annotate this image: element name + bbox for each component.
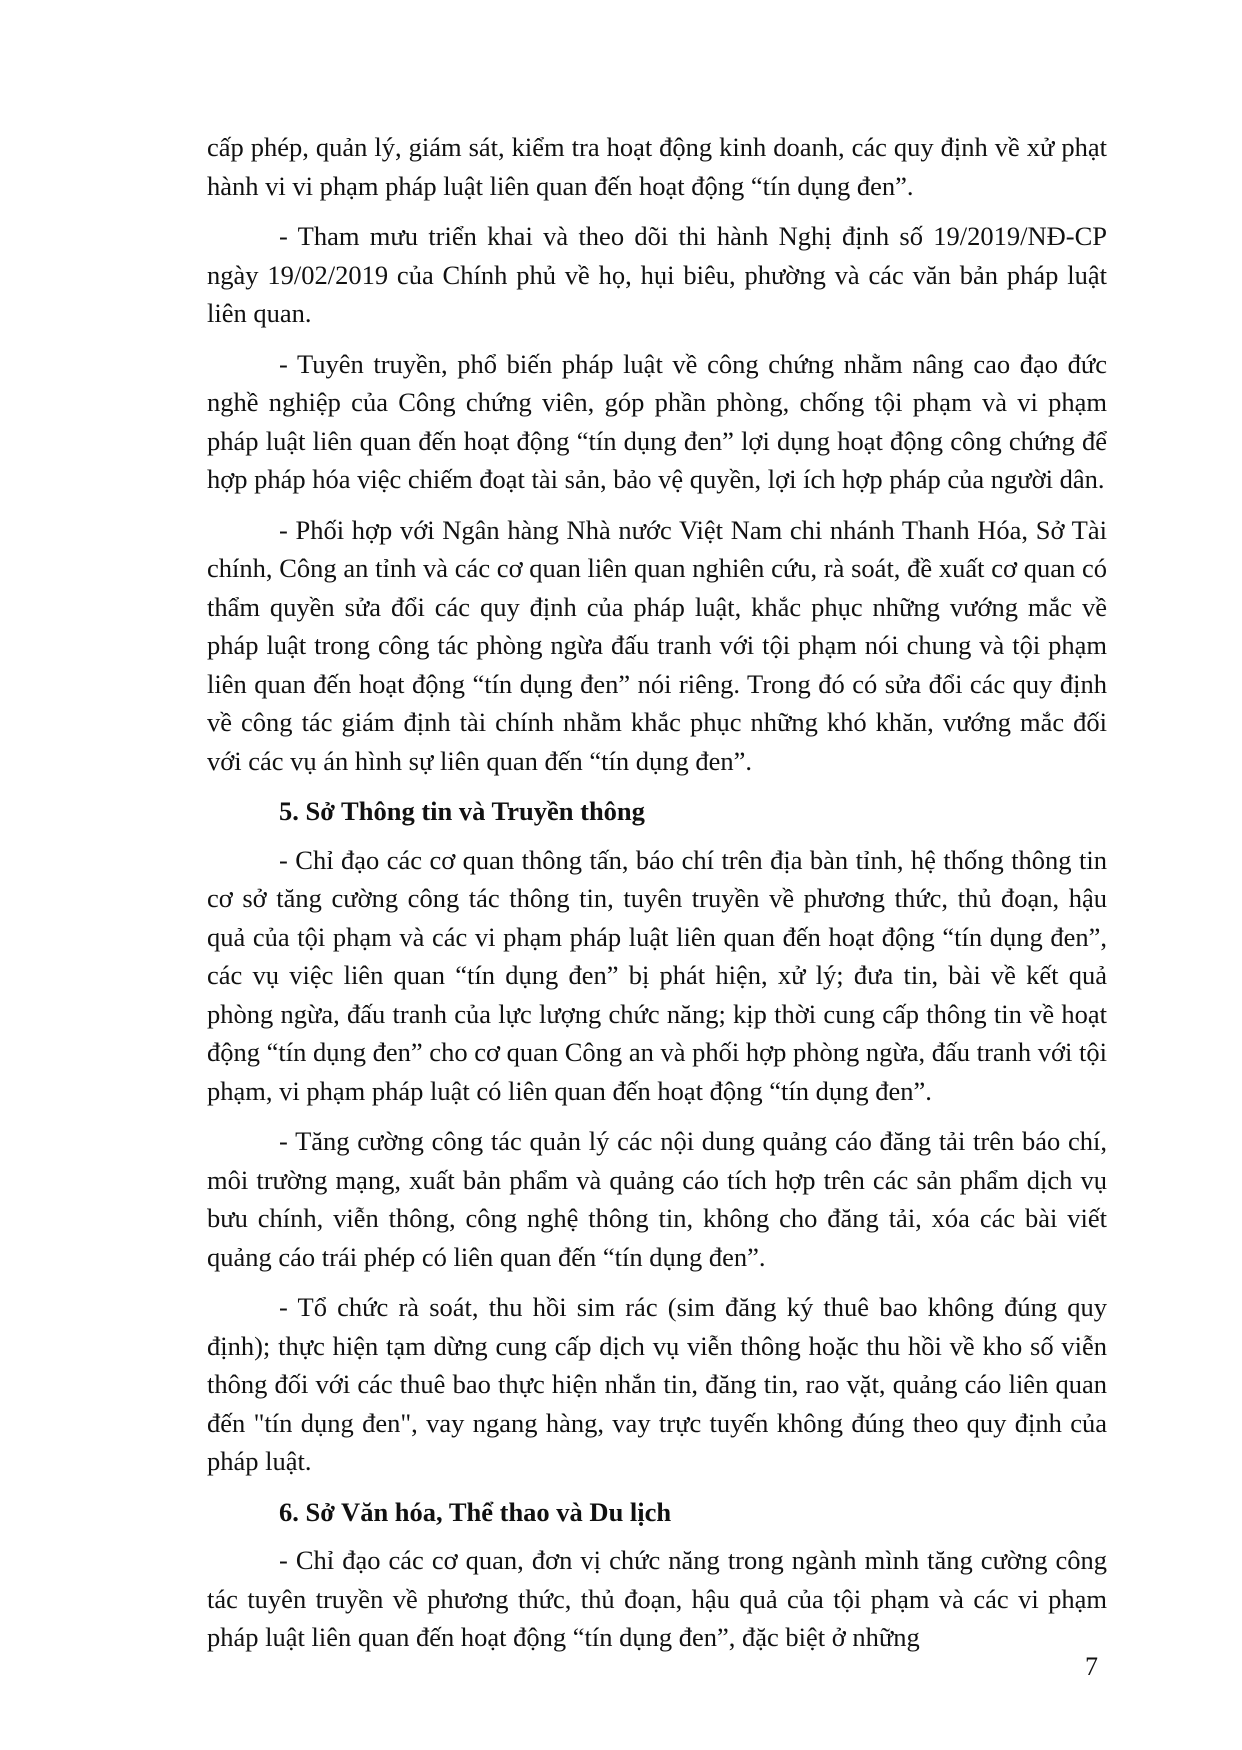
paragraph-coordination: - Phối hợp với Ngân hàng Nhà nước Việt Nam chi nhánh Thanh Hóa, Sở Tài chính, Công an tỉnh và các cơ quan liên quan nghiên cứu, rà soát, đề xuất cơ quan có thẩm quyền sửa đổi các quy định của pháp luật, khắc phục những vướng mắc về pháp luật trong công tác phòng ngừa đấu tranh với tội phạm nói chung và tội phạm liên quan đến hoạt động “tín dụng đen” nói riêng. Trong đó có sửa đổi các quy định về công tác giám định tài chính nhằm khắc phục những khó khăn, vướng mắc đối với các vụ án hình sự liên quan đến “tín dụng đen”. [207,514,1107,776]
paragraph-advertising-management: - Tăng cường công tác quản lý các nội dung quảng cáo đăng tải trên báo chí, môi trường mạng, xuất bản phẩm và quảng cáo tích hợp trên các sản phẩm dịch vụ bưu chính, viễn thông, công nghệ thông tin, không cho đăng tải, xóa các bài viết quảng cáo trái phép có liên quan đến “tín dụng đen”. [207,1126,1107,1272]
paragraph-sim-review: - Tổ chức rà soát, thu hồi sim rác (sim đăng ký thuê bao không đúng quy định); thực hiện tạm dừng cung cấp dịch vụ viễn thông hoặc thu hồi về kho số viễn thông đối với các thuê bao thực hiện nhắn tin, đăng tin, rao vặt, quảng cáo liên quan đến "tín dụng đen", vay ngang hàng, vay trực tuyến không đúng theo quy định của pháp luật. [207,1292,1107,1476]
paragraph-culture-direction: - Chỉ đạo các cơ quan, đơn vị chức năng trong ngành mình tăng cường công tác tuyên truyền về phương thức, thủ đoạn, hậu quả của tội phạm và các vi phạm pháp luật liên quan đến hoạt động “tín dụng đen”, đặc biệt ở những [207,1545,1107,1652]
document-body [207,128,1107,1669]
page-number: 7 [1085,1652,1098,1681]
section-heading-information-communications: 5. Sở Thông tin và Truyền thông [279,796,645,826]
paragraph-decree-implementation: - Tham mưu triển khai và theo dõi thi hành Nghị định số 19/2019/NĐ-CP ngày 19/02/2019 của Chính phủ về họ, hụi biêu, phường và các văn bản pháp luật liên quan. [207,221,1107,328]
paragraph-notary-propaganda: - Tuyên truyền, phổ biến pháp luật về công chứng nhằm nâng cao đạo đức nghề nghiệp của Công chứng viên, góp phần phòng, chống tội phạm và vi phạm pháp luật liên quan đến hoạt động “tín dụng đen” lợi dụng hoạt động công chứng để hợp pháp hóa việc chiếm đoạt tài sản, bảo vệ quyền, lợi ích hợp pháp của người dân. [207,348,1107,494]
paragraph-continuation: cấp phép, quản lý, giám sát, kiểm tra hoạt động kinh doanh, các quy định về xử phạt hành vi vi phạm pháp luật liên quan đến hoạt động “tín dụng đen”. [207,132,1107,201]
section-heading-culture-sports-tourism: 6. Sở Văn hóa, Thể thao và Du lịch [279,1496,672,1527]
paragraph-press-direction: - Chỉ đạo các cơ quan thông tấn, báo chí trên địa bàn tỉnh, hệ thống thông tin cơ sở tăng cường công tác thông tin, tuyên truyền về phương thức, thủ đoạn, hậu quả của tội phạm và các vi phạm pháp luật liên quan đến hoạt động “tín dụng đen”, các vụ việc liên quan “tín dụng đen” bị phát hiện, xử lý; đưa tin, bài về kết quả phòng ngừa, đấu tranh của lực lượng chức năng; kịp thời cung cấp thông tin về hoạt động “tín dụng đen” cho cơ quan Công an và phối hợp phòng ngừa, đấu tranh với tội phạm, vi phạm pháp luật có liên quan đến hoạt động “tín dụng đen”. [207,844,1107,1106]
